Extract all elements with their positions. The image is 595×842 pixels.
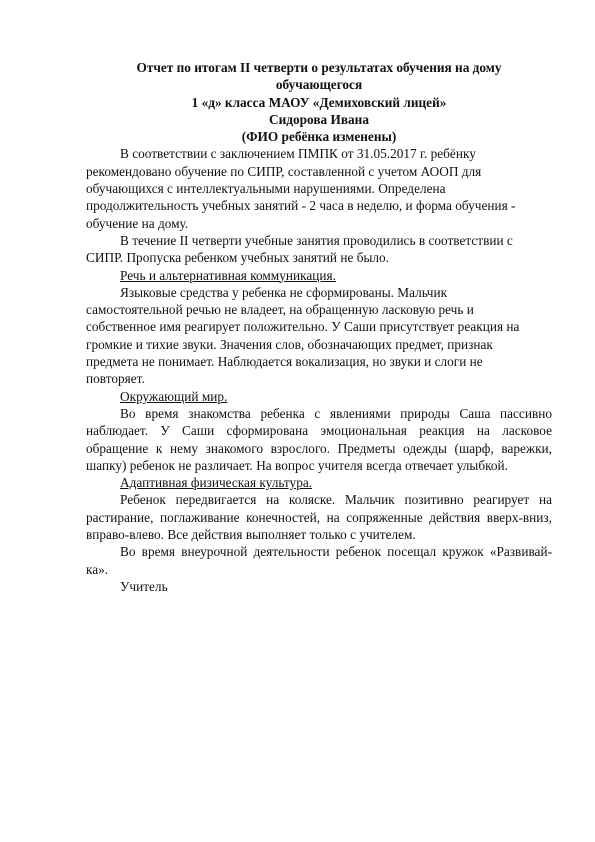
speech-line: собственное имя реагирует положительно. У Саши присутствует реакция на bbox=[86, 319, 520, 335]
section-speech-title-wrap bbox=[86, 267, 552, 284]
section-world-title: Окружающий мир. bbox=[120, 388, 228, 404]
intro-line: обучение на дому. bbox=[86, 215, 189, 231]
section-world-text: Во время знакомства ребенка с явлениями природы Саша пассивно наблюдает. У Саши сформирована эмоциональная реакция на ласковое обращение к нему знакомого взрослого. Предметы одежды (шарф, варежки, шапку) ребенок не различает. На вопрос учителя всегда отвечает улыбкой. bbox=[86, 405, 552, 473]
section-world-title-wrap bbox=[86, 388, 552, 405]
speech-line: предмета не понимает. Наблюдается вокализация, но звуки и слоги не bbox=[86, 354, 483, 370]
extracurricular-paragraph: Во время внеурочной деятельности ребенок посещал кружок «Развивай-ка». bbox=[86, 544, 552, 577]
heading-student-name: Сидорова Ивана bbox=[269, 111, 369, 127]
speech-line: громкие и тихие звуки. Значения слов, обозначающих предмет, признак bbox=[86, 336, 493, 352]
attendance-line: В течение II четверти учебные занятия проводились в соответствии с bbox=[120, 232, 513, 248]
intro-line: В соответствии с заключением ПМПК от 31.05.2017 г. ребёнку bbox=[120, 146, 476, 162]
speech-line: повторяет. bbox=[86, 371, 145, 387]
section-pe-title-wrap bbox=[86, 474, 552, 491]
intro-line: продолжительность учебных занятий - 2 часа в неделю, и форма обучения - bbox=[86, 198, 516, 214]
report-heading bbox=[86, 59, 552, 145]
section-pe-text: Ребенок передвигается на коляске. Мальчик позитивно реагирует на растирание, поглаживание конечностей, на сопряженные действия вверх-вниз, вправо-влево. Все действия выполняет только с учителем. bbox=[86, 492, 552, 543]
document-body bbox=[86, 59, 552, 595]
heading-line-2: обучающегося bbox=[275, 77, 363, 93]
attendance-line: СИПР. Пропуска ребенком учебных занятий не было. bbox=[86, 250, 390, 266]
section-speech-text bbox=[86, 284, 552, 388]
heading-note: (ФИО ребёнка изменены) bbox=[241, 129, 397, 145]
speech-line: Языковые средства у ребенка не сформированы. Мальчик bbox=[120, 284, 448, 300]
speech-line: самостоятельной речью не владеет, на обращенную ласковую речь и bbox=[86, 302, 474, 318]
intro-line: рекомендовано обучение по СИПР, составленной с учетом АООП для bbox=[86, 163, 482, 179]
intro-paragraph bbox=[86, 145, 552, 231]
section-speech-title: Речь и альтернативная коммуникация. bbox=[120, 267, 336, 283]
heading-line-1: Отчет по итогам II четверти о результатах обучения на дому bbox=[136, 60, 502, 75]
intro-line: обучающихся с интеллектуальными нарушениями. Определена bbox=[86, 181, 446, 197]
heading-line-3: 1 «д» класса МАОУ «Демиховский лицей» bbox=[191, 94, 447, 110]
signature-label: Учитель bbox=[120, 578, 168, 594]
section-pe-title: Адаптивная физическая культура. bbox=[120, 475, 313, 491]
attendance-paragraph bbox=[86, 232, 552, 267]
